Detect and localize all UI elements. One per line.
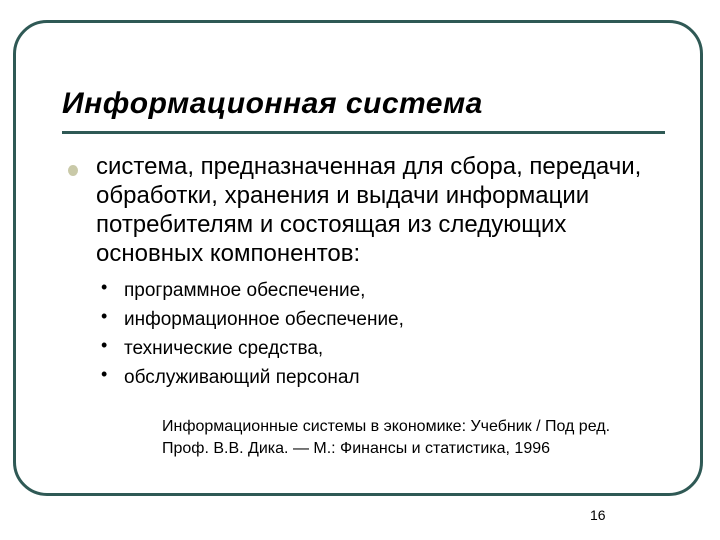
component-label: программное обеспечение, <box>124 280 366 301</box>
component-label: обслуживающий персонал <box>124 367 360 388</box>
round-dot-bullet-icon <box>68 165 78 176</box>
small-dot-bullet-icon: • <box>101 306 108 326</box>
small-dot-bullet-icon: • <box>101 364 108 384</box>
citation <box>162 416 682 460</box>
page-number: 16 <box>590 507 606 523</box>
component-label: технические средства, <box>124 338 324 359</box>
citation-line: Проф. В.В. Дика. — М.: Финансы и статистика, 1996 <box>162 440 551 457</box>
small-dot-bullet-icon: • <box>101 335 108 355</box>
definition-text: система, предназначенная для сбора, передачи, обработки, хранения и выдачи информации потребителям и состоящая из следующих основных компонентов: <box>96 153 642 267</box>
slide-title: Информационная система <box>62 87 483 120</box>
component-label: информационное обеспечение, <box>124 309 404 330</box>
small-dot-bullet-icon: • <box>101 277 108 297</box>
citation-line: Информационные системы в экономике: Учебник / Под ред. <box>162 418 611 435</box>
title-underline <box>62 131 665 134</box>
